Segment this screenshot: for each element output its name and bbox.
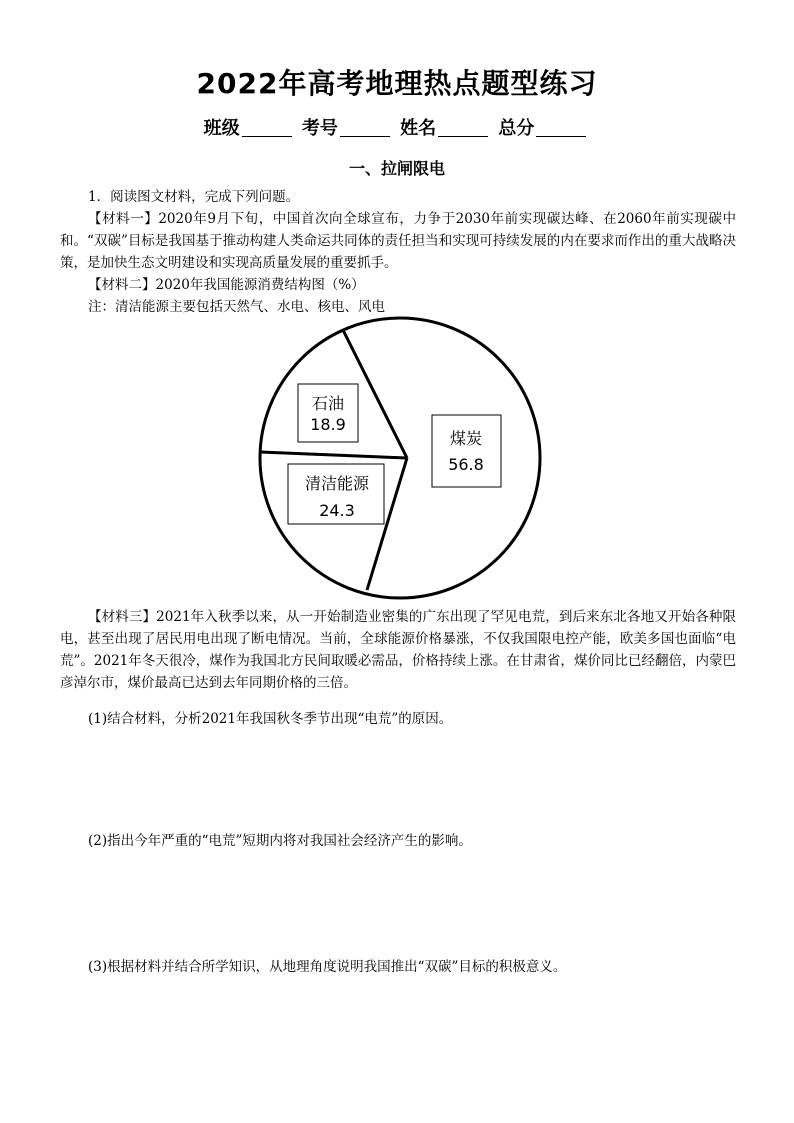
- question-2: (2)指出今年严重的“电荒”短期内将对我国社会经济产生的影响。: [88, 833, 472, 849]
- page-title: 2022年高考地理热点题型练习: [196, 67, 598, 100]
- material-one: 【材料一】2020年9月下旬，中国首次向全球宣布，力争于2030年前实现碳达峰、在2060年前实现碳中和。“双碳”目标是我国基于推动构建人类命运共同体的责任担当和实现可持续发展的内在要求而作出的重大战略决策，是加快生态文明建设和实现高质量发展的重要抓手。: [60, 211, 736, 271]
- section-title: 一、拉闸限电: [348, 159, 445, 178]
- question-3: (3)根据材料并结合所学知识，从地理角度说明我国推出“双碳”目标的积极意义。: [88, 959, 567, 975]
- question-intro: 1．阅读图文材料，完成下列问题。: [88, 189, 300, 205]
- chart-note: 注：清洁能源主要包括天然气、水电、核电、风电: [88, 299, 385, 315]
- clean-slice-value: 24.3: [319, 501, 355, 520]
- score-label: 总分: [498, 118, 535, 139]
- material-two-heading: 【材料二】2020年我国能源消费结构图（%）: [88, 277, 365, 293]
- coal-slice-value: 56.8: [448, 455, 484, 474]
- clean-slice-label: 清洁能源: [304, 474, 370, 493]
- oil-slice-label: 石油: [311, 394, 345, 413]
- name-label: 姓名: [400, 118, 437, 139]
- material-three: 【材料三】2021年入秋季以来，从一开始制造业密集的广东出现了罕见电荒，到后来东北各地又开始各种限电，甚至出现了居民用电出现了断电情况。当前，全球能源价格暴涨，不仅我国限电控产能，欧美多国也面临“电荒”。2021年冬天很冷，煤作为我国北方民间取暖必需品，价格持续上涨。在甘肃省，煤价同比已经翻倍，内蒙巴彦淖尔市，煤价最高已达到去年同期价格的三倍。: [60, 609, 736, 691]
- exam-number-label: 考号: [301, 118, 338, 139]
- question-1: (1)结合材料，分析2021年我国秋冬季节出现“电荒”的原因。: [88, 711, 453, 727]
- coal-slice-label: 煤炭: [449, 429, 483, 448]
- oil-slice-value: 18.9: [310, 415, 346, 434]
- coal-label-box: [432, 415, 501, 487]
- class-label: 班级: [203, 118, 240, 139]
